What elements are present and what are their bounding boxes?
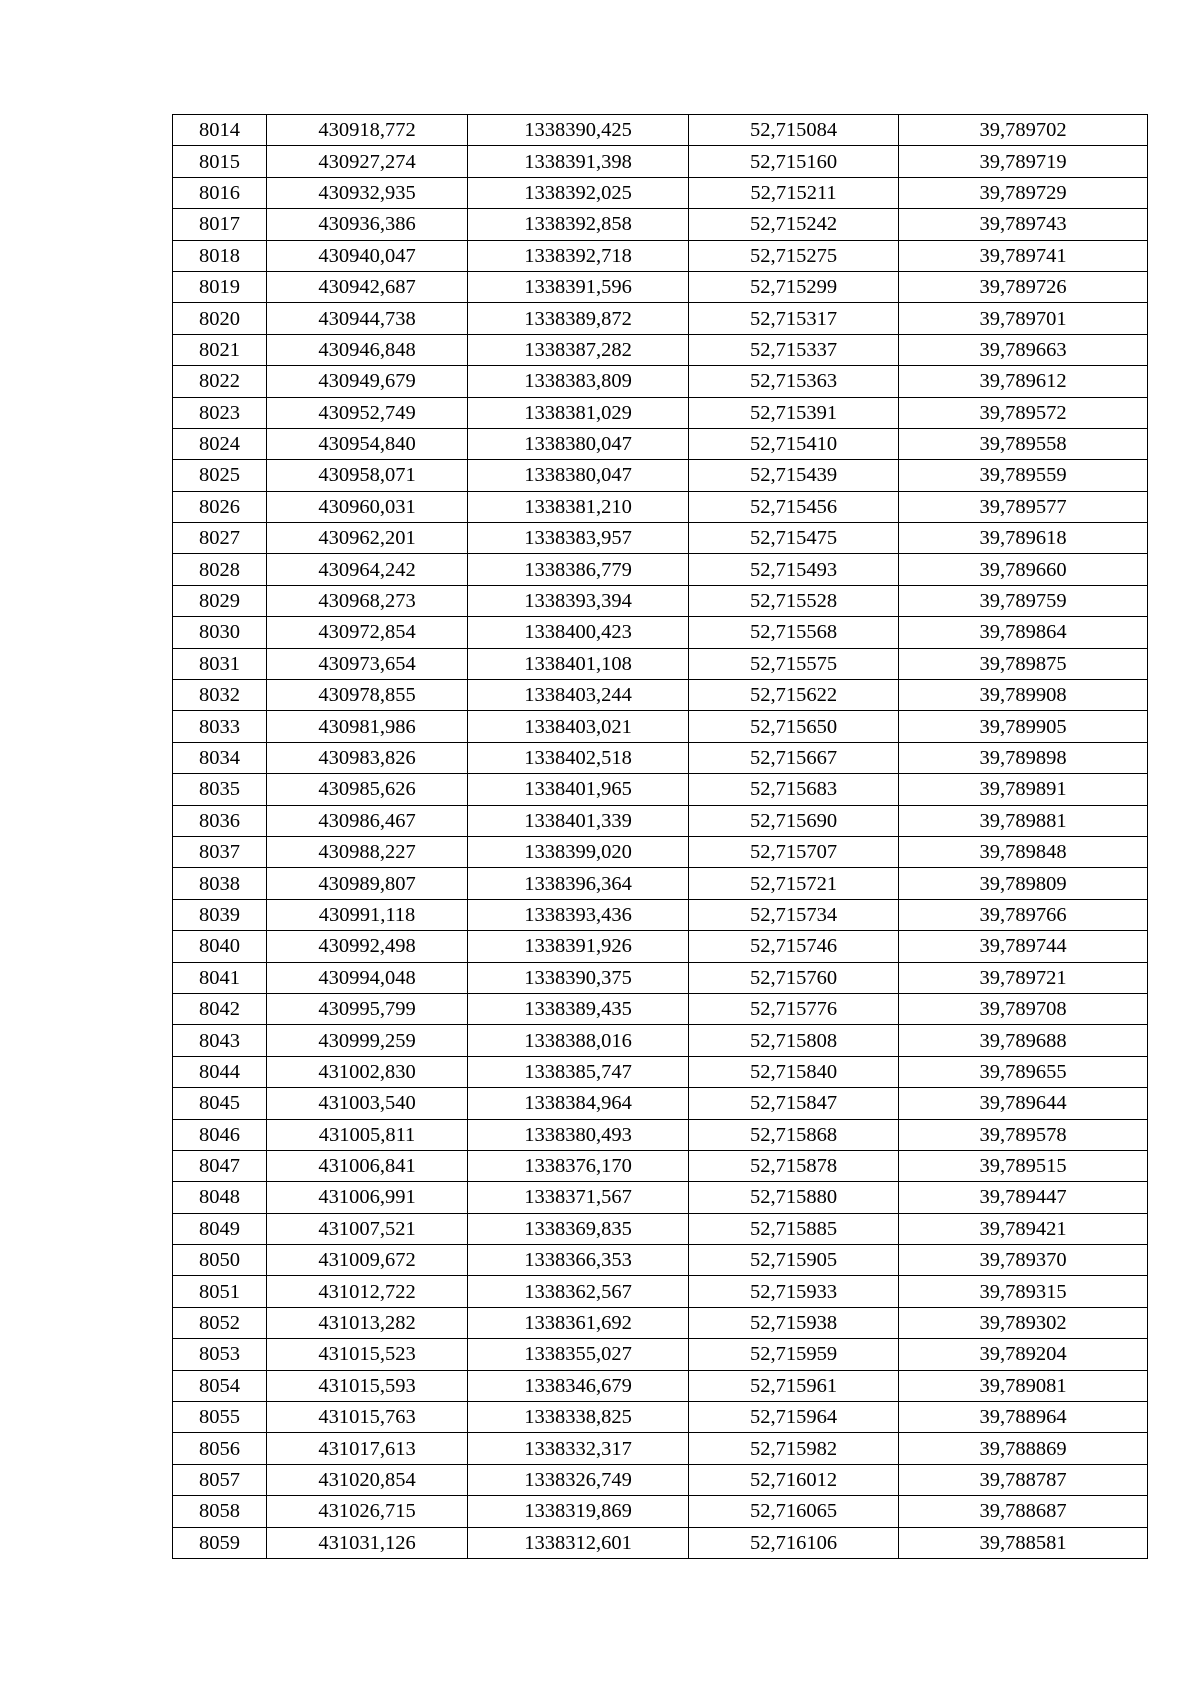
latitude-cell: 52,715734 bbox=[689, 899, 899, 930]
x-coordinate-cell: 430973,654 bbox=[267, 648, 468, 679]
x-coordinate-cell: 430958,071 bbox=[267, 460, 468, 491]
x-coordinate-cell: 431006,841 bbox=[267, 1150, 468, 1181]
longitude-cell: 39,789655 bbox=[899, 1056, 1148, 1087]
x-coordinate-cell: 431003,540 bbox=[267, 1088, 468, 1119]
point-number-cell: 8014 bbox=[173, 115, 267, 146]
x-coordinate-cell: 431026,715 bbox=[267, 1496, 468, 1527]
y-coordinate-cell: 1338376,170 bbox=[468, 1150, 689, 1181]
latitude-cell: 52,715878 bbox=[689, 1150, 899, 1181]
table-row bbox=[173, 334, 1148, 365]
latitude-cell: 52,715084 bbox=[689, 115, 899, 146]
longitude-cell: 39,789315 bbox=[899, 1276, 1148, 1307]
x-coordinate-cell: 430944,738 bbox=[267, 303, 468, 334]
y-coordinate-cell: 1338396,364 bbox=[468, 868, 689, 899]
y-coordinate-cell: 1338346,679 bbox=[468, 1370, 689, 1401]
x-coordinate-cell: 430992,498 bbox=[267, 931, 468, 962]
latitude-cell: 52,715938 bbox=[689, 1307, 899, 1338]
point-number-cell: 8048 bbox=[173, 1182, 267, 1213]
x-coordinate-cell: 431012,722 bbox=[267, 1276, 468, 1307]
longitude-cell: 39,789848 bbox=[899, 836, 1148, 867]
latitude-cell: 52,715575 bbox=[689, 648, 899, 679]
latitude-cell: 52,715337 bbox=[689, 334, 899, 365]
longitude-cell: 39,789578 bbox=[899, 1119, 1148, 1150]
latitude-cell: 52,715528 bbox=[689, 585, 899, 616]
longitude-cell: 39,789741 bbox=[899, 240, 1148, 271]
point-number-cell: 8025 bbox=[173, 460, 267, 491]
y-coordinate-cell: 1338400,423 bbox=[468, 617, 689, 648]
latitude-cell: 52,715410 bbox=[689, 428, 899, 459]
point-number-cell: 8036 bbox=[173, 805, 267, 836]
x-coordinate-cell: 431031,126 bbox=[267, 1527, 468, 1558]
x-coordinate-cell: 431009,672 bbox=[267, 1245, 468, 1276]
point-number-cell: 8033 bbox=[173, 711, 267, 742]
y-coordinate-cell: 1338338,825 bbox=[468, 1402, 689, 1433]
table-row bbox=[173, 491, 1148, 522]
x-coordinate-cell: 430927,274 bbox=[267, 146, 468, 177]
point-number-cell: 8041 bbox=[173, 962, 267, 993]
table-row bbox=[173, 805, 1148, 836]
table-row bbox=[173, 680, 1148, 711]
x-coordinate-cell: 430960,031 bbox=[267, 491, 468, 522]
point-number-cell: 8030 bbox=[173, 617, 267, 648]
x-coordinate-cell: 430942,687 bbox=[267, 271, 468, 302]
table-row bbox=[173, 868, 1148, 899]
longitude-cell: 39,789558 bbox=[899, 428, 1148, 459]
point-number-cell: 8037 bbox=[173, 836, 267, 867]
x-coordinate-cell: 430991,118 bbox=[267, 899, 468, 930]
point-number-cell: 8034 bbox=[173, 742, 267, 773]
y-coordinate-cell: 1338391,398 bbox=[468, 146, 689, 177]
latitude-cell: 52,715721 bbox=[689, 868, 899, 899]
x-coordinate-cell: 430995,799 bbox=[267, 993, 468, 1024]
longitude-cell: 39,789766 bbox=[899, 899, 1148, 930]
point-number-cell: 8044 bbox=[173, 1056, 267, 1087]
table-row bbox=[173, 554, 1148, 585]
latitude-cell: 52,715568 bbox=[689, 617, 899, 648]
y-coordinate-cell: 1338361,692 bbox=[468, 1307, 689, 1338]
y-coordinate-cell: 1338391,596 bbox=[468, 271, 689, 302]
x-coordinate-cell: 430946,848 bbox=[267, 334, 468, 365]
table-row bbox=[173, 1307, 1148, 1338]
longitude-cell: 39,789891 bbox=[899, 774, 1148, 805]
longitude-cell: 39,789726 bbox=[899, 271, 1148, 302]
point-number-cell: 8051 bbox=[173, 1276, 267, 1307]
y-coordinate-cell: 1338390,375 bbox=[468, 962, 689, 993]
y-coordinate-cell: 1338401,108 bbox=[468, 648, 689, 679]
point-number-cell: 8052 bbox=[173, 1307, 267, 1338]
latitude-cell: 52,715808 bbox=[689, 1025, 899, 1056]
point-number-cell: 8031 bbox=[173, 648, 267, 679]
latitude-cell: 52,715275 bbox=[689, 240, 899, 271]
table-row bbox=[173, 1088, 1148, 1119]
y-coordinate-cell: 1338393,394 bbox=[468, 585, 689, 616]
point-number-cell: 8047 bbox=[173, 1150, 267, 1181]
longitude-cell: 39,788581 bbox=[899, 1527, 1148, 1558]
latitude-cell: 52,715439 bbox=[689, 460, 899, 491]
latitude-cell: 52,715391 bbox=[689, 397, 899, 428]
latitude-cell: 52,715868 bbox=[689, 1119, 899, 1150]
point-number-cell: 8039 bbox=[173, 899, 267, 930]
x-coordinate-cell: 431015,593 bbox=[267, 1370, 468, 1401]
latitude-cell: 52,715690 bbox=[689, 805, 899, 836]
table-row bbox=[173, 303, 1148, 334]
table-row bbox=[173, 1464, 1148, 1495]
point-number-cell: 8053 bbox=[173, 1339, 267, 1370]
table-row bbox=[173, 774, 1148, 805]
latitude-cell: 52,715905 bbox=[689, 1245, 899, 1276]
latitude-cell: 52,715242 bbox=[689, 209, 899, 240]
table-row bbox=[173, 648, 1148, 679]
y-coordinate-cell: 1338393,436 bbox=[468, 899, 689, 930]
longitude-cell: 39,789759 bbox=[899, 585, 1148, 616]
x-coordinate-cell: 430972,854 bbox=[267, 617, 468, 648]
table-row bbox=[173, 899, 1148, 930]
longitude-cell: 39,789612 bbox=[899, 366, 1148, 397]
coordinates-table-body bbox=[173, 115, 1148, 1559]
y-coordinate-cell: 1338380,493 bbox=[468, 1119, 689, 1150]
latitude-cell: 52,715667 bbox=[689, 742, 899, 773]
x-coordinate-cell: 430999,259 bbox=[267, 1025, 468, 1056]
point-number-cell: 8023 bbox=[173, 397, 267, 428]
y-coordinate-cell: 1338391,926 bbox=[468, 931, 689, 962]
table-row bbox=[173, 177, 1148, 208]
longitude-cell: 39,789204 bbox=[899, 1339, 1148, 1370]
table-row bbox=[173, 1339, 1148, 1370]
latitude-cell: 52,715847 bbox=[689, 1088, 899, 1119]
point-number-cell: 8050 bbox=[173, 1245, 267, 1276]
longitude-cell: 39,789577 bbox=[899, 491, 1148, 522]
point-number-cell: 8046 bbox=[173, 1119, 267, 1150]
point-number-cell: 8018 bbox=[173, 240, 267, 271]
point-number-cell: 8054 bbox=[173, 1370, 267, 1401]
longitude-cell: 39,789809 bbox=[899, 868, 1148, 899]
y-coordinate-cell: 1338381,210 bbox=[468, 491, 689, 522]
y-coordinate-cell: 1338392,718 bbox=[468, 240, 689, 271]
y-coordinate-cell: 1338355,027 bbox=[468, 1339, 689, 1370]
x-coordinate-cell: 430994,048 bbox=[267, 962, 468, 993]
y-coordinate-cell: 1338383,809 bbox=[468, 366, 689, 397]
table-row bbox=[173, 1370, 1148, 1401]
point-number-cell: 8057 bbox=[173, 1464, 267, 1495]
longitude-cell: 39,789663 bbox=[899, 334, 1148, 365]
point-number-cell: 8021 bbox=[173, 334, 267, 365]
y-coordinate-cell: 1338366,353 bbox=[468, 1245, 689, 1276]
table-row bbox=[173, 617, 1148, 648]
latitude-cell: 52,715211 bbox=[689, 177, 899, 208]
y-coordinate-cell: 1338380,047 bbox=[468, 428, 689, 459]
y-coordinate-cell: 1338401,965 bbox=[468, 774, 689, 805]
table-row bbox=[173, 931, 1148, 962]
latitude-cell: 52,715160 bbox=[689, 146, 899, 177]
point-number-cell: 8043 bbox=[173, 1025, 267, 1056]
longitude-cell: 39,789708 bbox=[899, 993, 1148, 1024]
x-coordinate-cell: 430989,807 bbox=[267, 868, 468, 899]
latitude-cell: 52,715299 bbox=[689, 271, 899, 302]
longitude-cell: 39,789701 bbox=[899, 303, 1148, 334]
latitude-cell: 52,715760 bbox=[689, 962, 899, 993]
table-row bbox=[173, 962, 1148, 993]
longitude-cell: 39,789515 bbox=[899, 1150, 1148, 1181]
x-coordinate-cell: 431020,854 bbox=[267, 1464, 468, 1495]
longitude-cell: 39,789898 bbox=[899, 742, 1148, 773]
table-row bbox=[173, 1276, 1148, 1307]
longitude-cell: 39,789881 bbox=[899, 805, 1148, 836]
latitude-cell: 52,715746 bbox=[689, 931, 899, 962]
latitude-cell: 52,715961 bbox=[689, 1370, 899, 1401]
y-coordinate-cell: 1338383,957 bbox=[468, 523, 689, 554]
longitude-cell: 39,789572 bbox=[899, 397, 1148, 428]
y-coordinate-cell: 1338403,244 bbox=[468, 680, 689, 711]
longitude-cell: 39,789744 bbox=[899, 931, 1148, 962]
x-coordinate-cell: 430932,935 bbox=[267, 177, 468, 208]
table-row bbox=[173, 146, 1148, 177]
x-coordinate-cell: 431005,811 bbox=[267, 1119, 468, 1150]
y-coordinate-cell: 1338384,964 bbox=[468, 1088, 689, 1119]
x-coordinate-cell: 431002,830 bbox=[267, 1056, 468, 1087]
point-number-cell: 8016 bbox=[173, 177, 267, 208]
table-row bbox=[173, 1402, 1148, 1433]
longitude-cell: 39,789688 bbox=[899, 1025, 1148, 1056]
y-coordinate-cell: 1338392,858 bbox=[468, 209, 689, 240]
x-coordinate-cell: 430988,227 bbox=[267, 836, 468, 867]
point-number-cell: 8058 bbox=[173, 1496, 267, 1527]
table-row bbox=[173, 993, 1148, 1024]
longitude-cell: 39,789421 bbox=[899, 1213, 1148, 1244]
point-number-cell: 8045 bbox=[173, 1088, 267, 1119]
point-number-cell: 8020 bbox=[173, 303, 267, 334]
y-coordinate-cell: 1338402,518 bbox=[468, 742, 689, 773]
table-row bbox=[173, 523, 1148, 554]
table-row bbox=[173, 1213, 1148, 1244]
table-row bbox=[173, 836, 1148, 867]
table-row bbox=[173, 240, 1148, 271]
point-number-cell: 8022 bbox=[173, 366, 267, 397]
x-coordinate-cell: 430981,986 bbox=[267, 711, 468, 742]
x-coordinate-cell: 430983,826 bbox=[267, 742, 468, 773]
latitude-cell: 52,715683 bbox=[689, 774, 899, 805]
table-row bbox=[173, 271, 1148, 302]
latitude-cell: 52,715964 bbox=[689, 1402, 899, 1433]
x-coordinate-cell: 430968,273 bbox=[267, 585, 468, 616]
x-coordinate-cell: 431015,523 bbox=[267, 1339, 468, 1370]
point-number-cell: 8027 bbox=[173, 523, 267, 554]
y-coordinate-cell: 1338403,021 bbox=[468, 711, 689, 742]
longitude-cell: 39,788869 bbox=[899, 1433, 1148, 1464]
table-row bbox=[173, 742, 1148, 773]
x-coordinate-cell: 431017,613 bbox=[267, 1433, 468, 1464]
x-coordinate-cell: 430964,242 bbox=[267, 554, 468, 585]
table-row bbox=[173, 397, 1148, 428]
point-number-cell: 8028 bbox=[173, 554, 267, 585]
point-number-cell: 8055 bbox=[173, 1402, 267, 1433]
table-row bbox=[173, 1527, 1148, 1558]
x-coordinate-cell: 430918,772 bbox=[267, 115, 468, 146]
latitude-cell: 52,715650 bbox=[689, 711, 899, 742]
longitude-cell: 39,789644 bbox=[899, 1088, 1148, 1119]
longitude-cell: 39,789559 bbox=[899, 460, 1148, 491]
x-coordinate-cell: 431007,521 bbox=[267, 1213, 468, 1244]
latitude-cell: 52,716065 bbox=[689, 1496, 899, 1527]
y-coordinate-cell: 1338392,025 bbox=[468, 177, 689, 208]
longitude-cell: 39,789618 bbox=[899, 523, 1148, 554]
table-row bbox=[173, 1025, 1148, 1056]
longitude-cell: 39,788687 bbox=[899, 1496, 1148, 1527]
y-coordinate-cell: 1338369,835 bbox=[468, 1213, 689, 1244]
table-row bbox=[173, 1496, 1148, 1527]
table-row bbox=[173, 1433, 1148, 1464]
y-coordinate-cell: 1338387,282 bbox=[468, 334, 689, 365]
table-row bbox=[173, 585, 1148, 616]
longitude-cell: 39,789908 bbox=[899, 680, 1148, 711]
x-coordinate-cell: 430936,386 bbox=[267, 209, 468, 240]
y-coordinate-cell: 1338388,016 bbox=[468, 1025, 689, 1056]
y-coordinate-cell: 1338399,020 bbox=[468, 836, 689, 867]
longitude-cell: 39,789875 bbox=[899, 648, 1148, 679]
y-coordinate-cell: 1338380,047 bbox=[468, 460, 689, 491]
table-row bbox=[173, 115, 1148, 146]
coordinates-table bbox=[172, 114, 1148, 1559]
point-number-cell: 8032 bbox=[173, 680, 267, 711]
x-coordinate-cell: 430954,840 bbox=[267, 428, 468, 459]
longitude-cell: 39,788964 bbox=[899, 1402, 1148, 1433]
point-number-cell: 8019 bbox=[173, 271, 267, 302]
y-coordinate-cell: 1338371,567 bbox=[468, 1182, 689, 1213]
x-coordinate-cell: 430978,855 bbox=[267, 680, 468, 711]
table-row bbox=[173, 1182, 1148, 1213]
point-number-cell: 8038 bbox=[173, 868, 267, 899]
point-number-cell: 8056 bbox=[173, 1433, 267, 1464]
point-number-cell: 8017 bbox=[173, 209, 267, 240]
y-coordinate-cell: 1338362,567 bbox=[468, 1276, 689, 1307]
point-number-cell: 8024 bbox=[173, 428, 267, 459]
longitude-cell: 39,789743 bbox=[899, 209, 1148, 240]
x-coordinate-cell: 431013,282 bbox=[267, 1307, 468, 1338]
longitude-cell: 39,789905 bbox=[899, 711, 1148, 742]
x-coordinate-cell: 430985,626 bbox=[267, 774, 468, 805]
latitude-cell: 52,715622 bbox=[689, 680, 899, 711]
point-number-cell: 8049 bbox=[173, 1213, 267, 1244]
x-coordinate-cell: 430952,749 bbox=[267, 397, 468, 428]
table-row bbox=[173, 1119, 1148, 1150]
longitude-cell: 39,789302 bbox=[899, 1307, 1148, 1338]
table-row bbox=[173, 428, 1148, 459]
point-number-cell: 8042 bbox=[173, 993, 267, 1024]
latitude-cell: 52,715959 bbox=[689, 1339, 899, 1370]
y-coordinate-cell: 1338312,601 bbox=[468, 1527, 689, 1558]
table-row bbox=[173, 1056, 1148, 1087]
x-coordinate-cell: 430986,467 bbox=[267, 805, 468, 836]
longitude-cell: 39,788787 bbox=[899, 1464, 1148, 1495]
y-coordinate-cell: 1338326,749 bbox=[468, 1464, 689, 1495]
longitude-cell: 39,789719 bbox=[899, 146, 1148, 177]
latitude-cell: 52,715933 bbox=[689, 1276, 899, 1307]
longitude-cell: 39,789081 bbox=[899, 1370, 1148, 1401]
table-row bbox=[173, 1150, 1148, 1181]
x-coordinate-cell: 430949,679 bbox=[267, 366, 468, 397]
latitude-cell: 52,716106 bbox=[689, 1527, 899, 1558]
latitude-cell: 52,715880 bbox=[689, 1182, 899, 1213]
latitude-cell: 52,715475 bbox=[689, 523, 899, 554]
longitude-cell: 39,789702 bbox=[899, 115, 1148, 146]
y-coordinate-cell: 1338389,435 bbox=[468, 993, 689, 1024]
point-number-cell: 8040 bbox=[173, 931, 267, 962]
point-number-cell: 8035 bbox=[173, 774, 267, 805]
x-coordinate-cell: 430962,201 bbox=[267, 523, 468, 554]
latitude-cell: 52,715840 bbox=[689, 1056, 899, 1087]
table-row bbox=[173, 366, 1148, 397]
latitude-cell: 52,715776 bbox=[689, 993, 899, 1024]
point-number-cell: 8059 bbox=[173, 1527, 267, 1558]
point-number-cell: 8026 bbox=[173, 491, 267, 522]
x-coordinate-cell: 431006,991 bbox=[267, 1182, 468, 1213]
latitude-cell: 52,715885 bbox=[689, 1213, 899, 1244]
longitude-cell: 39,789447 bbox=[899, 1182, 1148, 1213]
point-number-cell: 8015 bbox=[173, 146, 267, 177]
y-coordinate-cell: 1338401,339 bbox=[468, 805, 689, 836]
x-coordinate-cell: 431015,763 bbox=[267, 1402, 468, 1433]
latitude-cell: 52,715982 bbox=[689, 1433, 899, 1464]
table-row bbox=[173, 1245, 1148, 1276]
table-row bbox=[173, 460, 1148, 491]
point-number-cell: 8029 bbox=[173, 585, 267, 616]
table-row bbox=[173, 209, 1148, 240]
latitude-cell: 52,715317 bbox=[689, 303, 899, 334]
latitude-cell: 52,715493 bbox=[689, 554, 899, 585]
latitude-cell: 52,716012 bbox=[689, 1464, 899, 1495]
table-row bbox=[173, 711, 1148, 742]
longitude-cell: 39,789864 bbox=[899, 617, 1148, 648]
y-coordinate-cell: 1338386,779 bbox=[468, 554, 689, 585]
y-coordinate-cell: 1338389,872 bbox=[468, 303, 689, 334]
latitude-cell: 52,715456 bbox=[689, 491, 899, 522]
y-coordinate-cell: 1338319,869 bbox=[468, 1496, 689, 1527]
longitude-cell: 39,789660 bbox=[899, 554, 1148, 585]
latitude-cell: 52,715707 bbox=[689, 836, 899, 867]
longitude-cell: 39,789721 bbox=[899, 962, 1148, 993]
y-coordinate-cell: 1338332,317 bbox=[468, 1433, 689, 1464]
latitude-cell: 52,715363 bbox=[689, 366, 899, 397]
longitude-cell: 39,789370 bbox=[899, 1245, 1148, 1276]
x-coordinate-cell: 430940,047 bbox=[267, 240, 468, 271]
y-coordinate-cell: 1338381,029 bbox=[468, 397, 689, 428]
longitude-cell: 39,789729 bbox=[899, 177, 1148, 208]
y-coordinate-cell: 1338385,747 bbox=[468, 1056, 689, 1087]
y-coordinate-cell: 1338390,425 bbox=[468, 115, 689, 146]
